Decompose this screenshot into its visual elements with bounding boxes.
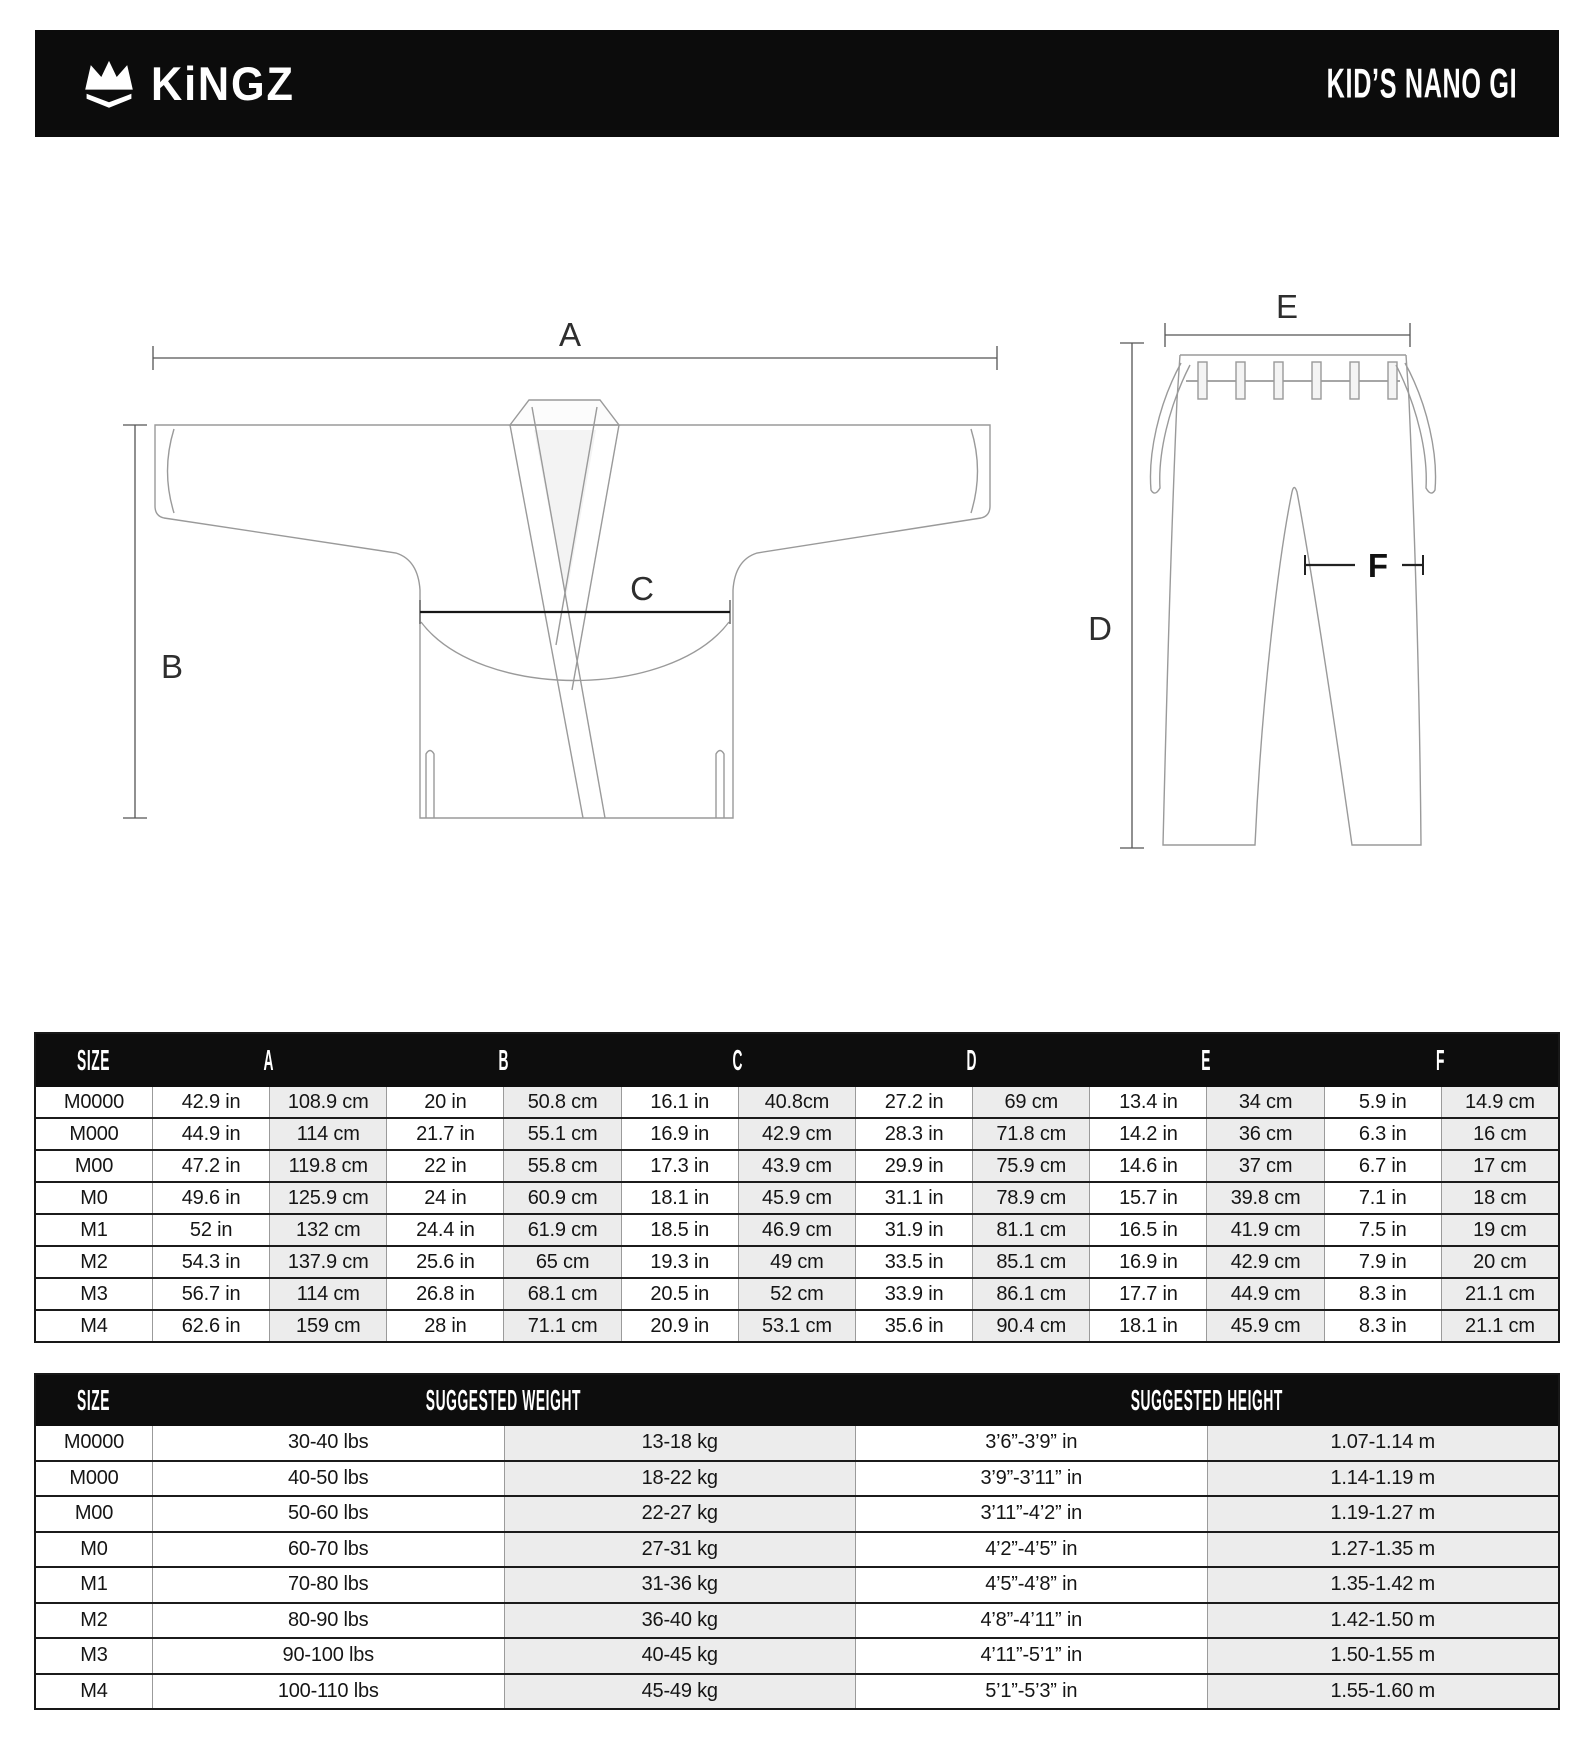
value-cell: 24.4 in <box>386 1215 503 1245</box>
value-cell: 24 in <box>386 1183 503 1213</box>
value-cell: 45-49 kg <box>504 1675 856 1709</box>
value-cell: 39.8 cm <box>1206 1183 1323 1213</box>
value-cell: 62.6 in <box>152 1311 269 1341</box>
value-cell: 55.8 cm <box>503 1151 620 1181</box>
value-cell: 45.9 cm <box>1206 1311 1323 1341</box>
value-cell: 46.9 cm <box>738 1215 855 1245</box>
value-cell: 13.4 in <box>1089 1087 1206 1117</box>
value-cell: 22-27 kg <box>504 1497 856 1531</box>
value-cell: 55.1 cm <box>503 1119 620 1149</box>
value-cell: 14.9 cm <box>1441 1087 1558 1117</box>
table-row <box>36 1311 1558 1341</box>
value-cell: 31.9 in <box>855 1215 972 1245</box>
value-cell: 1.14-1.19 m <box>1207 1462 1559 1496</box>
value-cell: 56.7 in <box>152 1279 269 1309</box>
pants-drawing <box>1150 355 1435 845</box>
value-cell: 3’9”-3’11” in <box>855 1462 1207 1496</box>
value-cell: 65 cm <box>503 1247 620 1277</box>
value-cell: 18.1 in <box>621 1183 738 1213</box>
value-cell: 31.1 in <box>855 1183 972 1213</box>
jacket-drawing <box>155 400 990 818</box>
value-cell: 71.1 cm <box>503 1311 620 1341</box>
column-header-label: D <box>966 1047 978 1074</box>
column-header-label: A <box>263 1047 275 1074</box>
value-cell: 33.5 in <box>855 1247 972 1277</box>
value-cell: 44.9 in <box>152 1119 269 1149</box>
value-cell: 21.1 cm <box>1441 1279 1558 1309</box>
size-table-header-cell <box>36 1047 152 1074</box>
value-cell: 28 in <box>386 1311 503 1341</box>
size-table-header-cell <box>1089 1047 1323 1074</box>
dim-label-f: F <box>1367 547 1389 584</box>
table-row <box>36 1675 1558 1709</box>
size-cell: M4 <box>80 1679 108 1702</box>
value-cell: 21.7 in <box>386 1119 503 1149</box>
value-cell: 17.7 in <box>1089 1279 1206 1309</box>
value-cell: 15.7 in <box>1089 1183 1206 1213</box>
value-cell: 100-110 lbs <box>152 1675 504 1709</box>
size-table-header <box>36 1034 1558 1087</box>
value-cell: 132 cm <box>269 1215 386 1245</box>
column-header-label: B <box>498 1047 509 1074</box>
value-cell: 5’1”-5’3” in <box>855 1675 1207 1709</box>
column-header-label: SUGGESTED WEIGHT <box>425 1387 582 1414</box>
value-cell: 3’11”-4’2” in <box>855 1497 1207 1531</box>
value-cell: 28.3 in <box>855 1119 972 1149</box>
value-cell: 20.5 in <box>621 1279 738 1309</box>
value-cell: 31-36 kg <box>504 1568 856 1602</box>
value-cell: 7.1 in <box>1324 1183 1441 1213</box>
value-cell: 18.5 in <box>621 1215 738 1245</box>
value-cell: 4’11”-5’1” in <box>855 1639 1207 1673</box>
value-cell: 13-18 kg <box>504 1426 856 1460</box>
value-cell: 35.6 in <box>855 1311 972 1341</box>
value-cell: 14.2 in <box>1089 1119 1206 1149</box>
value-cell: 1.07-1.14 m <box>1207 1426 1559 1460</box>
table-row <box>36 1568 1558 1604</box>
fit-table <box>34 1373 1560 1710</box>
value-cell: 108.9 cm <box>269 1087 386 1117</box>
value-cell: 20 cm <box>1441 1247 1558 1277</box>
value-cell: 44.9 cm <box>1206 1279 1323 1309</box>
value-cell: 16.1 in <box>621 1087 738 1117</box>
column-header-label: E <box>1201 1047 1212 1074</box>
value-cell: 60.9 cm <box>503 1183 620 1213</box>
size-cell: M00 <box>74 1502 114 1525</box>
value-cell: 137.9 cm <box>269 1247 386 1277</box>
table-row <box>36 1462 1558 1498</box>
table-row <box>36 1183 1558 1215</box>
value-cell: 61.9 cm <box>503 1215 620 1245</box>
value-cell: 20.9 in <box>621 1311 738 1341</box>
value-cell: 52 cm <box>738 1279 855 1309</box>
table-row <box>36 1604 1558 1640</box>
column-header-label: SIZE <box>77 1047 111 1074</box>
value-cell: 25.6 in <box>386 1247 503 1277</box>
value-cell: 1.35-1.42 m <box>1207 1568 1559 1602</box>
product-title: KID’S NANO GI <box>1326 59 1517 106</box>
fit-table-header-cell <box>36 1387 152 1414</box>
size-cell: M0 <box>80 1537 108 1560</box>
size-cell: M0000 <box>63 1090 125 1113</box>
value-cell: 49 cm <box>738 1247 855 1277</box>
value-cell: 70-80 lbs <box>152 1568 504 1602</box>
size-table-header-cell <box>855 1047 1089 1074</box>
size-cell: M4 <box>80 1314 108 1337</box>
value-cell: 36-40 kg <box>504 1604 856 1638</box>
value-cell: 7.9 in <box>1324 1247 1441 1277</box>
value-cell: 81.1 cm <box>972 1215 1089 1245</box>
value-cell: 40-45 kg <box>504 1639 856 1673</box>
value-cell: 69 cm <box>972 1087 1089 1117</box>
column-header-label: SIZE <box>77 1387 111 1414</box>
table-row <box>36 1215 1558 1247</box>
value-cell: 16 cm <box>1441 1119 1558 1149</box>
value-cell: 42.9 cm <box>1206 1247 1323 1277</box>
size-table-header-cell <box>1324 1047 1558 1074</box>
table-row <box>36 1151 1558 1183</box>
value-cell: 43.9 cm <box>738 1151 855 1181</box>
value-cell: 19 cm <box>1441 1215 1558 1245</box>
value-cell: 8.3 in <box>1324 1311 1441 1341</box>
value-cell: 17 cm <box>1441 1151 1558 1181</box>
dim-label-c: C <box>630 570 654 607</box>
value-cell: 34 cm <box>1206 1087 1323 1117</box>
value-cell: 6.7 in <box>1324 1151 1441 1181</box>
size-table-body <box>36 1087 1558 1341</box>
value-cell: 20 in <box>386 1087 503 1117</box>
value-cell: 85.1 cm <box>972 1247 1089 1277</box>
value-cell: 86.1 cm <box>972 1279 1089 1309</box>
value-cell: 54.3 in <box>152 1247 269 1277</box>
fit-table-header-cell <box>855 1387 1558 1414</box>
column-header-label: C <box>732 1047 744 1074</box>
value-cell: 33.9 in <box>855 1279 972 1309</box>
value-cell: 29.9 in <box>855 1151 972 1181</box>
value-cell: 50.8 cm <box>503 1087 620 1117</box>
value-cell: 75.9 cm <box>972 1151 1089 1181</box>
value-cell: 52 in <box>152 1215 269 1245</box>
value-cell: 125.9 cm <box>269 1183 386 1213</box>
value-cell: 16.9 in <box>621 1119 738 1149</box>
size-table-header-cell <box>386 1047 620 1074</box>
value-cell: 60-70 lbs <box>152 1533 504 1567</box>
size-cell: M0 <box>80 1186 108 1209</box>
fit-table-body <box>36 1426 1558 1708</box>
value-cell: 8.3 in <box>1324 1279 1441 1309</box>
dim-label-a: A <box>558 316 582 353</box>
value-cell: 45.9 cm <box>738 1183 855 1213</box>
table-row <box>36 1087 1558 1119</box>
value-cell: 19.3 in <box>621 1247 738 1277</box>
value-cell: 1.19-1.27 m <box>1207 1497 1559 1531</box>
size-cell: M3 <box>80 1282 108 1305</box>
size-cell: M2 <box>80 1608 108 1631</box>
value-cell: 5.9 in <box>1324 1087 1441 1117</box>
dim-label-b: B <box>160 648 184 685</box>
table-row <box>36 1497 1558 1533</box>
value-cell: 78.9 cm <box>972 1183 1089 1213</box>
value-cell: 3’6”-3’9” in <box>855 1426 1207 1460</box>
value-cell: 68.1 cm <box>503 1279 620 1309</box>
value-cell: 42.9 in <box>152 1087 269 1117</box>
value-cell: 90.4 cm <box>972 1311 1089 1341</box>
size-cell: M000 <box>69 1122 119 1145</box>
value-cell: 1.27-1.35 m <box>1207 1533 1559 1567</box>
value-cell: 40-50 lbs <box>152 1462 504 1496</box>
value-cell: 90-100 lbs <box>152 1639 504 1673</box>
table-row <box>36 1119 1558 1151</box>
size-table-header-cell <box>621 1047 855 1074</box>
table-row <box>36 1426 1558 1462</box>
table-row <box>36 1279 1558 1311</box>
value-cell: 50-60 lbs <box>152 1497 504 1531</box>
value-cell: 71.8 cm <box>972 1119 1089 1149</box>
value-cell: 18-22 kg <box>504 1462 856 1496</box>
fit-table-header-cell <box>152 1387 855 1414</box>
value-cell: 16.9 in <box>1089 1247 1206 1277</box>
table-row <box>36 1247 1558 1279</box>
value-cell: 1.50-1.55 m <box>1207 1639 1559 1673</box>
value-cell: 47.2 in <box>152 1151 269 1181</box>
dim-label-d: D <box>1088 610 1112 647</box>
brand-wordmark: KiNGZ <box>151 57 295 110</box>
value-cell: 27.2 in <box>855 1087 972 1117</box>
size-cell: M2 <box>80 1250 108 1273</box>
value-cell: 30-40 lbs <box>152 1426 504 1460</box>
value-cell: 4’8”-4’11” in <box>855 1604 1207 1638</box>
size-cell: M00 <box>74 1154 114 1177</box>
value-cell: 16.5 in <box>1089 1215 1206 1245</box>
dim-label-e: E <box>1275 288 1299 325</box>
value-cell: 114 cm <box>269 1119 386 1149</box>
table-row <box>36 1639 1558 1675</box>
fit-table-header <box>36 1375 1558 1426</box>
size-cell: M1 <box>80 1573 108 1596</box>
value-cell: 14.6 in <box>1089 1151 1206 1181</box>
value-cell: 21.1 cm <box>1441 1311 1558 1341</box>
size-cell: M3 <box>80 1644 108 1667</box>
value-cell: 80-90 lbs <box>152 1604 504 1638</box>
size-table-header-cell <box>152 1047 386 1074</box>
column-header-label: SUGGESTED HEIGHT <box>1130 1387 1283 1414</box>
size-cell: M0000 <box>63 1431 125 1454</box>
value-cell: 1.42-1.50 m <box>1207 1604 1559 1638</box>
value-cell: 6.3 in <box>1324 1119 1441 1149</box>
value-cell: 114 cm <box>269 1279 386 1309</box>
value-cell: 1.55-1.60 m <box>1207 1675 1559 1709</box>
value-cell: 119.8 cm <box>269 1151 386 1181</box>
value-cell: 4’2”-4’5” in <box>855 1533 1207 1567</box>
value-cell: 18 cm <box>1441 1183 1558 1213</box>
size-cell: M000 <box>69 1466 119 1489</box>
value-cell: 41.9 cm <box>1206 1215 1323 1245</box>
value-cell: 26.8 in <box>386 1279 503 1309</box>
value-cell: 159 cm <box>269 1311 386 1341</box>
value-cell: 37 cm <box>1206 1151 1323 1181</box>
value-cell: 27-31 kg <box>504 1533 856 1567</box>
value-cell: 40.8cm <box>738 1087 855 1117</box>
table-row <box>36 1533 1558 1569</box>
value-cell: 49.6 in <box>152 1183 269 1213</box>
column-header-label: F <box>1436 1047 1446 1074</box>
size-cell: M1 <box>80 1218 108 1241</box>
value-cell: 4’5”-4’8” in <box>855 1568 1207 1602</box>
value-cell: 7.5 in <box>1324 1215 1441 1245</box>
size-table <box>34 1032 1560 1343</box>
value-cell: 36 cm <box>1206 1119 1323 1149</box>
value-cell: 53.1 cm <box>738 1311 855 1341</box>
value-cell: 17.3 in <box>621 1151 738 1181</box>
value-cell: 18.1 in <box>1089 1311 1206 1341</box>
value-cell: 22 in <box>386 1151 503 1181</box>
value-cell: 42.9 cm <box>738 1119 855 1149</box>
